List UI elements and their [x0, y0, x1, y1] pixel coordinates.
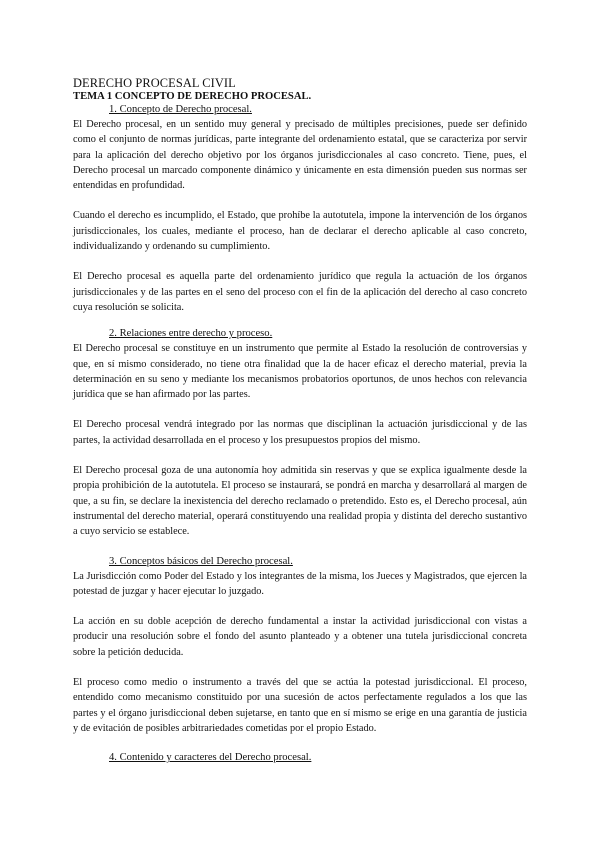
section-3-paragraph-3: El proceso como medio o instrumento a través del que se actúa la potestad jurisdiccional. El proceso, entendido como mecanismo constituido por una sucesión de actos perfectamente regulados a los que las partes y el órgano jurisdiccional deben sujetarse, en tanto que en sí mismo se erige en una garantía de justicia y de evitación de posibles arbitrariedades cometidas por el propio Estado. — [73, 677, 527, 734]
section-3-paragraph-2: La acción en su doble acepción de derecho fundamental a instar la actividad jurisdiccional con vistas a producir una resolución sobre el fondo del asunto planteado y a obtener una tutela jurisdiccional concreta sobre la petición deducida. — [73, 616, 527, 658]
section-1-paragraph-3: El Derecho procesal es aquella parte del ordenamiento jurídico que regula la actuación de los órganos jurisdiccionales y de las partes en el seno del proceso con el fin de la aplicación del derecho al caso concreto cuya resolución se solicita. — [73, 271, 527, 313]
section-3-paragraph-1: La Jurisdicción como Poder del Estado y los integrantes de la misma, los Jueces y Magistrados, que ejercen la potestad de juzgar y hacer ejecutar lo juzgado. — [73, 570, 527, 597]
section-2-paragraph-2: El Derecho procesal vendrá integrado por las normas que disciplinan la actuación jurisdiccional y de las partes, la actividad desarrollada en el proceso y los presupuestos propios del mismo. — [73, 419, 527, 446]
document-subtitle: TEMA 1 CONCEPTO DE DERECHO PROCESAL. — [73, 91, 312, 102]
section-2-paragraph-1: El Derecho procesal se constituye en un instrumento que permite al Estado la resolución de controversias y que, en sí mismo considerado, no tiene otra finalidad que la de hacer eficaz el derecho material, previa la determinación en su seno y mediante los mecanismos probatorios oportunos, de unos hechos con relevancia jurídica que se han afirmado por las partes. — [73, 343, 527, 401]
section-4-heading: 4. Contenido y caracteres del Derecho procesal. — [109, 752, 312, 764]
document-page — [73, 76, 527, 765]
section-3-heading: 3. Conceptos básicos del Derecho procesal. — [109, 555, 293, 567]
section-2-paragraph-3: El Derecho procesal goza de una autonomía hoy admitida sin reservas y que se explica igualmente desde la propia prohibición de la autotutela. El proceso se instaurará, se pondrá en marcha y desarrollará al margen de que, a su fin, se declare la inexistencia del derecho reclamado o pretendido. Esto es, el Derecho procesal, aún instrumental del derecho material, operará constituyendo una realidad propia y distinta del derecho sustantivo a cuyo servicio se establece. — [73, 465, 527, 538]
section-2-heading: 2. Relaciones entre derecho y proceso. — [109, 328, 273, 340]
section-1-paragraph-1: El Derecho procesal, en un sentido muy general y precisado de múltiples precisiones, puede ser definido como el conjunto de normas jurídicas, parte integrante del ordenamiento estatal, que se caracteriza por servir para la aplicación del derecho objetivo por los órganos jurisdiccionales al caso concreto. Tiene, pues, el Derecho procesal un marcado componente dinámico y únicamente en esta dimensión pueden sus normas ser entendidas en profundidad. — [73, 119, 527, 192]
document-title: DERECHO PROCESAL CIVIL — [73, 76, 236, 90]
section-1-heading: 1. Concepto de Derecho procesal. — [109, 104, 252, 115]
section-1-paragraph-2: Cuando el derecho es incumplido, el Estado, que prohíbe la autotutela, impone la intervención de los órganos jurisdiccionales, los cuales, mediante el proceso, han de declarar el derecho aplicable al caso concreto, individualizando y ordenando su cumplimiento. — [73, 210, 527, 253]
